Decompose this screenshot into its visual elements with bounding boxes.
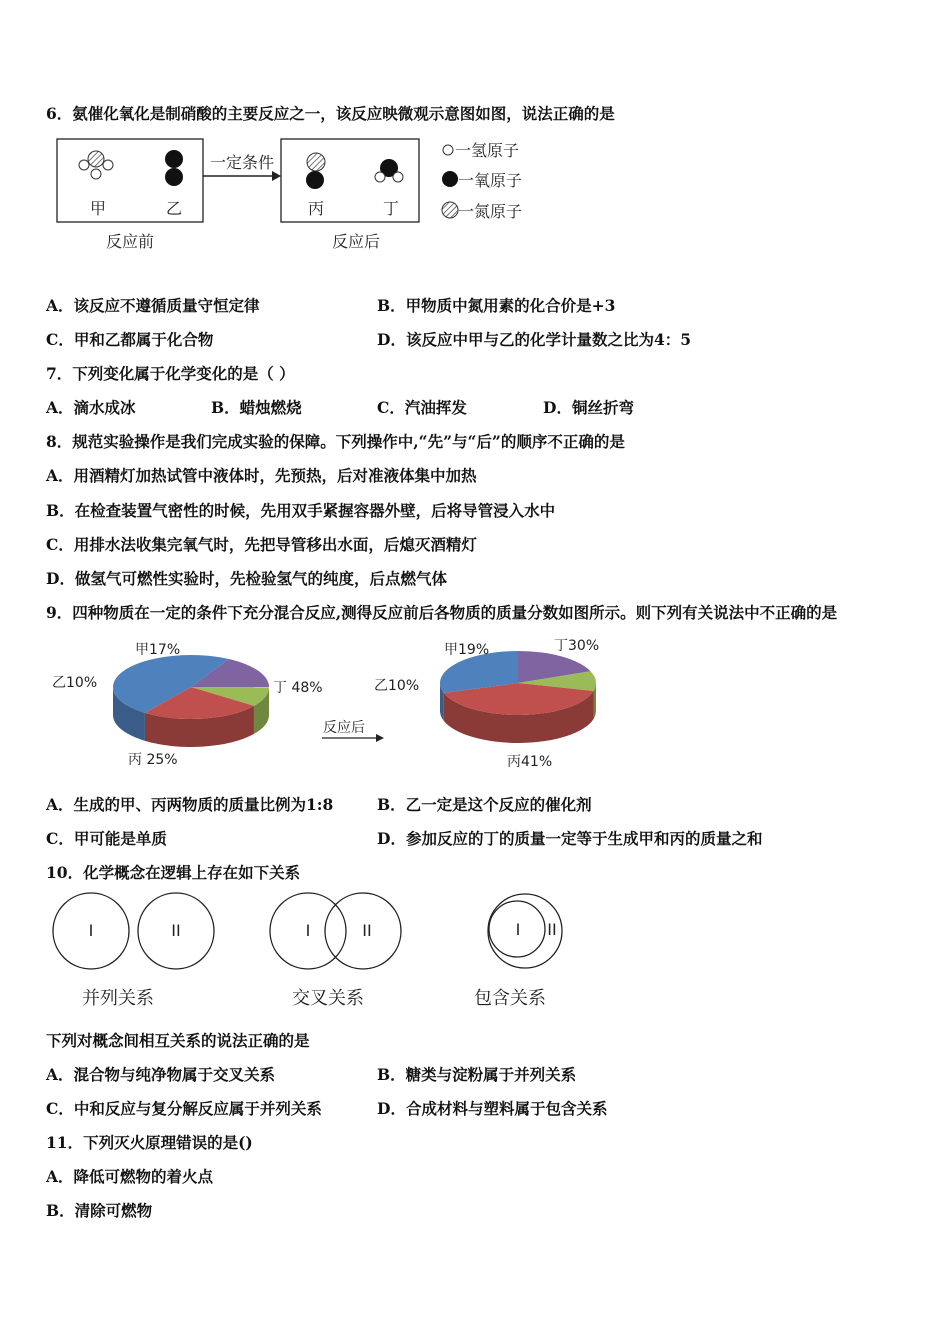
- nitrogen-atom-icon: [442, 202, 458, 218]
- q10-option-a[interactable]: A．混合物与纯净物属于交叉关系: [46, 1065, 276, 1084]
- caption-before: 反应前: [105, 232, 155, 251]
- pie-after-label-yi: 乙10%: [374, 678, 420, 694]
- pie-after: [440, 651, 596, 743]
- pie-before-label-yi: 乙10%: [52, 675, 98, 691]
- q6-option-c[interactable]: C．甲和乙都属于化合物: [46, 330, 214, 349]
- q8-option-c[interactable]: C．用排水法收集完氧气时，先把导管移出水面，后熄灭酒精灯: [46, 535, 477, 554]
- pie-before-label-ding: 丁 48%: [273, 680, 323, 696]
- label-ding: 丁: [382, 199, 400, 218]
- q6-option-d[interactable]: D．该反应中甲与乙的化学计量数之比为4：5: [377, 330, 692, 349]
- q6-reaction-diagram: [40, 130, 560, 260]
- q7-stem: 7．下列变化属于化学变化的是（ ）: [46, 364, 295, 383]
- caption-after: 反应后: [331, 232, 381, 251]
- contain-i: I: [515, 920, 521, 939]
- q6-stem: 6．氨催化氧化是制硝酸的主要反应之一，该反应映微观示意图如图，说法正确的是: [46, 104, 615, 123]
- q11-option-a[interactable]: A．降低可燃物的着火点: [46, 1167, 214, 1186]
- q11-option-b[interactable]: B．清除可燃物: [46, 1201, 153, 1220]
- q10-option-c[interactable]: C．中和反应与复分解反应属于并列关系: [46, 1099, 322, 1118]
- q9-pie-charts: [40, 630, 640, 780]
- q9-arrow-label: 反应后: [323, 720, 365, 736]
- q10-stem: 10．化学概念在逻辑上存在如下关系: [46, 863, 301, 882]
- q7-option-b[interactable]: B．蜡烛燃烧: [211, 398, 302, 417]
- legend-oxygen: 一氧原子: [458, 171, 523, 190]
- q6-option-b[interactable]: B．甲物质中氮用素的化合价是+3: [377, 296, 616, 315]
- q8-option-b[interactable]: B．在检查装置气密性的时候，先用双手紧握容器外壁，后将导管浸入水中: [46, 501, 556, 520]
- caption-parallel: 并列关系: [82, 988, 154, 1009]
- q9-option-c[interactable]: C．甲可能是单质: [46, 829, 167, 848]
- caption-contain: 包含关系: [474, 988, 546, 1009]
- q8-stem: 8．规范实验操作是我们完成实验的保障。下列操作中,“先”与“后”的顺序不正确的是: [46, 432, 625, 451]
- q8-option-a[interactable]: A．用酒精灯加热试管中液体时，先预热，后对准液体集中加热: [46, 466, 477, 485]
- oxygen-molecule-icon: [165, 150, 183, 186]
- legend-hydrogen: 一氢原子: [455, 141, 520, 160]
- hydrogen-atom-icon: [443, 145, 453, 155]
- pie-after-label-bing: 丙41%: [507, 754, 553, 770]
- q7-option-a[interactable]: A．滴水成冰: [46, 398, 136, 417]
- caption-intersect: 交叉关系: [292, 988, 364, 1009]
- q10-sub-stem: 下列对概念间相互关系的说法正确的是: [46, 1031, 310, 1050]
- q11-stem: 11．下列灭火原理错误的是(): [46, 1133, 253, 1152]
- parallel-i: I: [88, 921, 94, 940]
- legend-nitrogen: 一氮原子: [458, 202, 523, 221]
- q9-option-d[interactable]: D．参加反应的丁的质量一定等于生成甲和丙的质量之和: [377, 829, 763, 848]
- contain-ii: II: [547, 920, 557, 939]
- arrow-condition: 一定条件: [209, 153, 275, 172]
- q7-option-d[interactable]: D．铜丝折弯: [543, 398, 634, 417]
- parallel-ii: II: [171, 921, 181, 940]
- pie-before-label-bing: 丙 25%: [128, 752, 178, 768]
- q8-option-d[interactable]: D．做氢气可燃性实验时，先检验氢气的纯度，后点燃气体: [46, 569, 447, 588]
- no-molecule-icon: [306, 153, 325, 189]
- q9-stem: 9．四种物质在一定的条件下充分混合反应,测得反应前后各物质的质量分数如图所示。则下列有关说法中不正确的是: [46, 603, 838, 622]
- label-bing: 丙: [307, 199, 325, 218]
- q7-option-c[interactable]: C．汽油挥发: [377, 398, 467, 417]
- oxygen-atom-icon: [442, 171, 458, 187]
- q10-relation-diagrams: [40, 890, 600, 1015]
- q6-option-a[interactable]: A．该反应不遵循质量守恒定律: [46, 296, 260, 315]
- q9-option-a[interactable]: A．生成的甲、丙两物质的质量比例为1:8: [46, 795, 334, 814]
- water-molecule-icon: [375, 159, 403, 182]
- pie-after-label-jia: 甲19%: [444, 642, 490, 658]
- pie-before-label-jia: 甲17%: [135, 642, 181, 658]
- q10-option-d[interactable]: D．合成材料与塑料属于包含关系: [377, 1099, 608, 1118]
- q9-option-b[interactable]: B．乙一定是这个反应的催化剂: [377, 795, 592, 814]
- label-jia: 甲: [89, 199, 107, 218]
- q10-option-b[interactable]: B．糖类与淀粉属于并列关系: [377, 1065, 577, 1084]
- intersect-i: I: [305, 921, 311, 940]
- ammonia-molecule-icon: [79, 151, 113, 179]
- pie-before: [113, 655, 269, 747]
- intersect-ii: II: [362, 921, 372, 940]
- pie-after-label-ding: 丁30%: [554, 638, 600, 654]
- label-yi: 乙: [165, 199, 183, 218]
